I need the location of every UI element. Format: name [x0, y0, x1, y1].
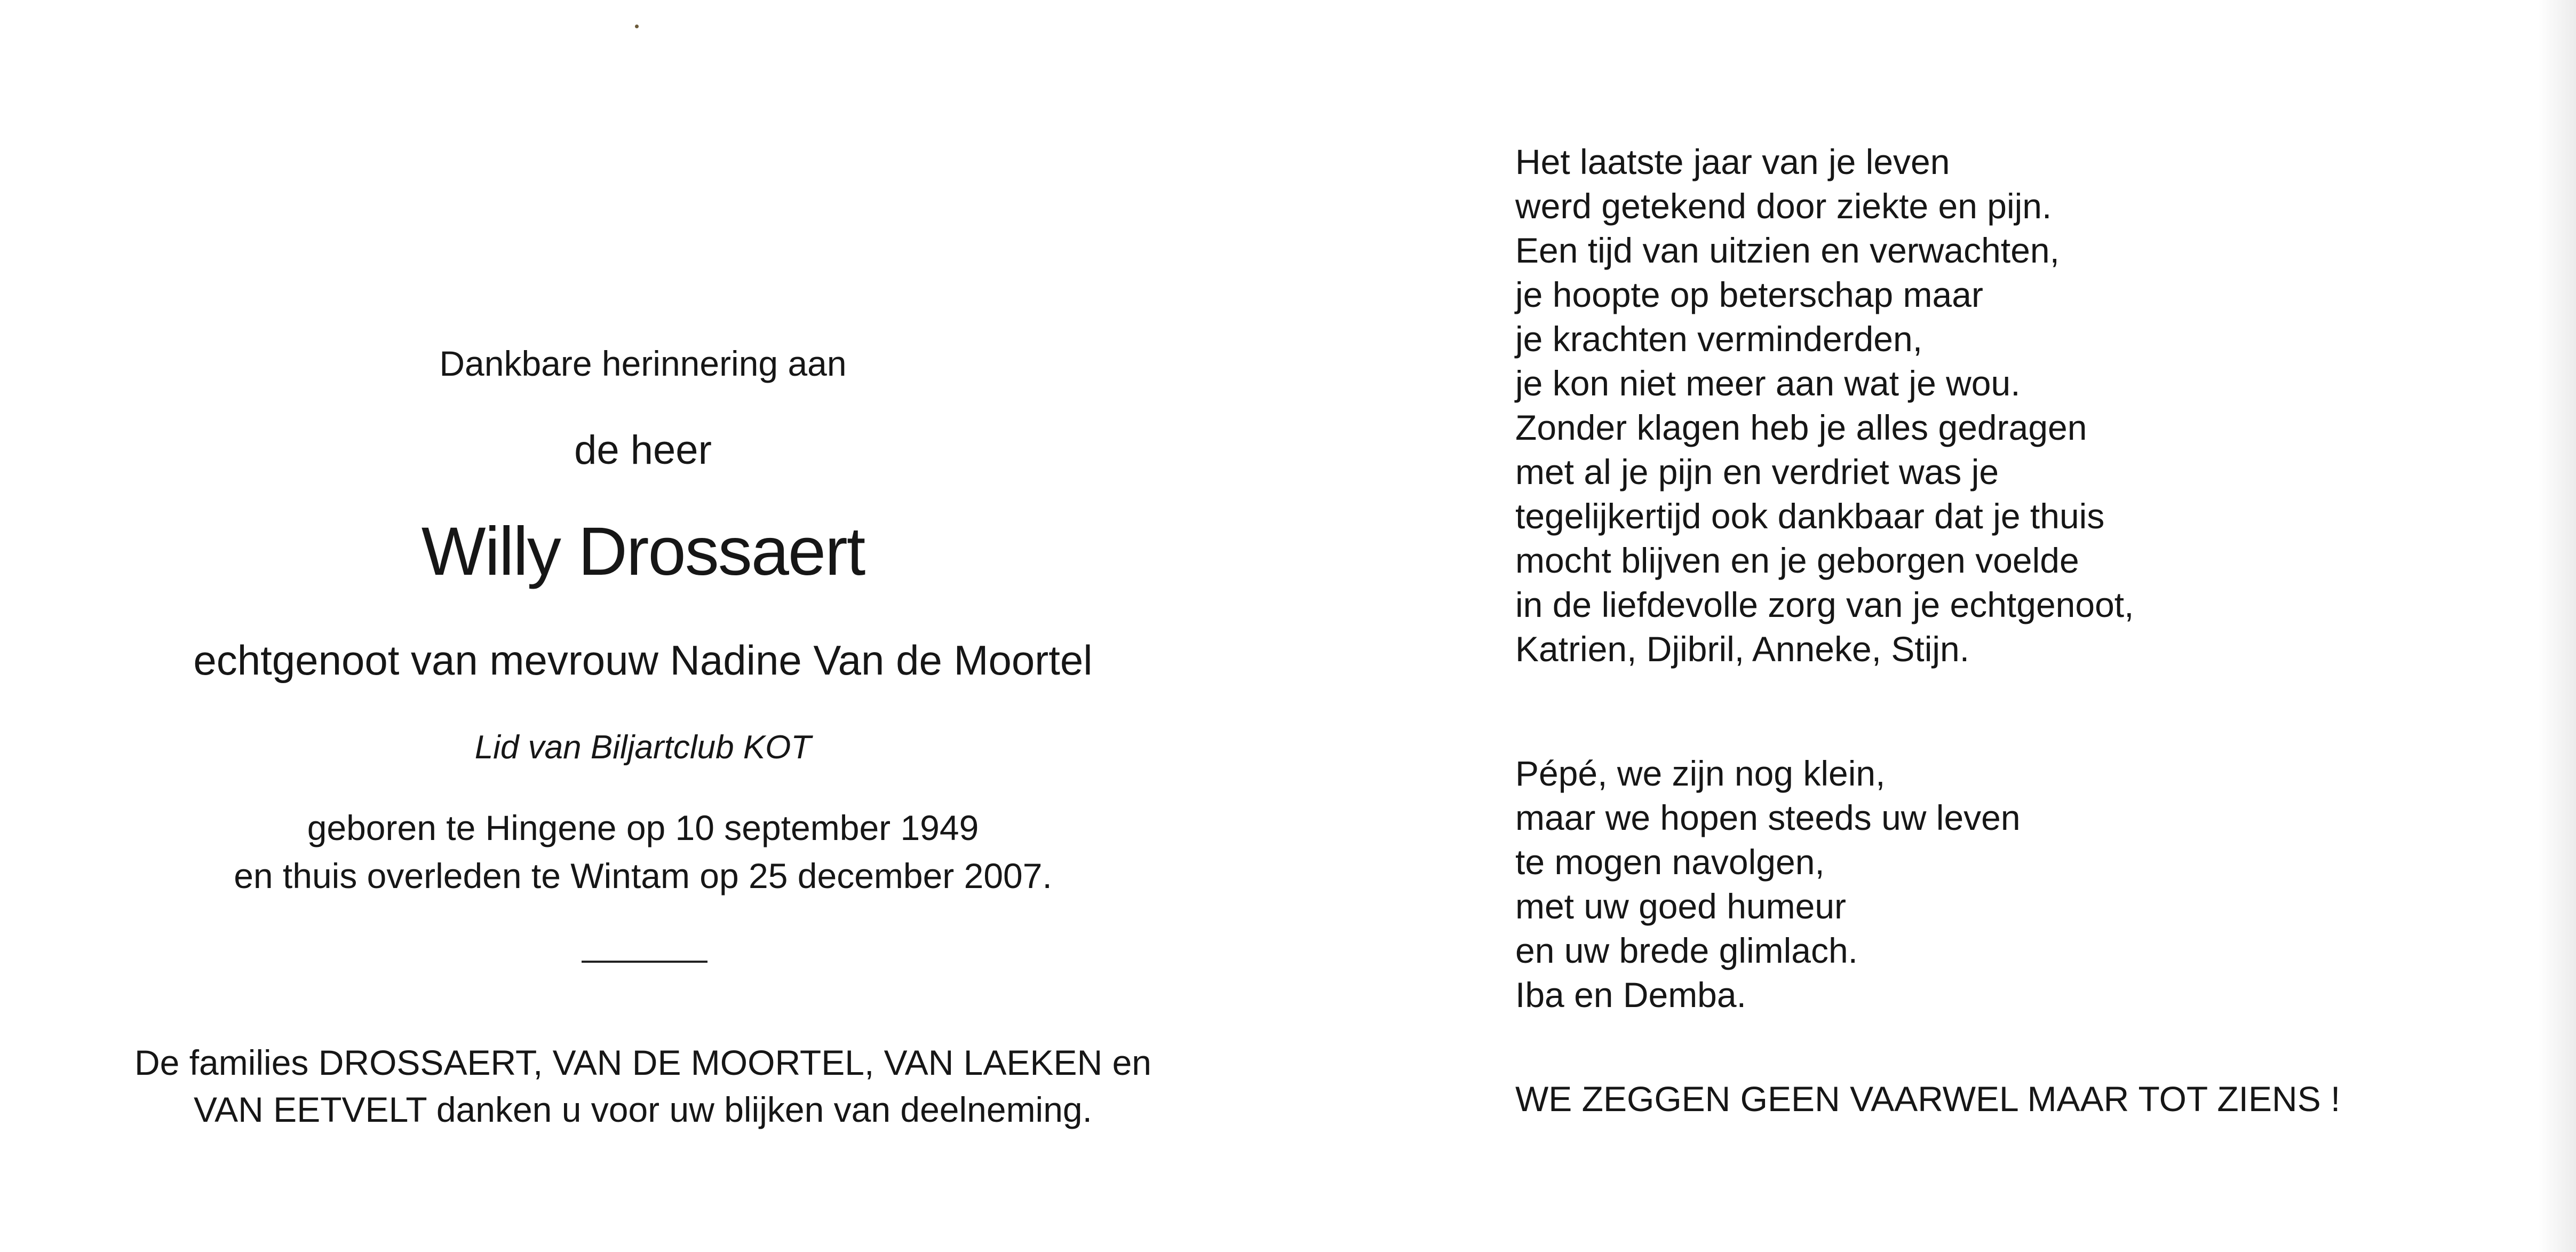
verse-line: je krachten verminderden,: [1515, 319, 1923, 359]
verse-line: en uw brede glimlach.: [1515, 931, 1858, 970]
intro-text: Dankbare herinnering aan: [439, 344, 847, 383]
verse-line: Zonder klagen heb je alles gedragen: [1515, 408, 2087, 447]
verse-line: met al je pijn en verdriet was je: [1515, 452, 1999, 492]
verse-line: te mogen navolgen,: [1515, 842, 1825, 882]
verse-line: Het laatste jaar van je leven: [1515, 142, 1950, 181]
verse-line: tegelijkertijd ook dankbaar dat je thuis: [1515, 496, 2105, 536]
birth-line: geboren te Hingene op 10 september 1949: [307, 808, 979, 847]
verse-line: Een tijd van uitzien en verwachten,: [1515, 231, 2060, 270]
club-membership: Lid van Biljartclub KOT: [474, 729, 812, 766]
honorific-title: de heer: [574, 427, 712, 473]
spouse-line: echtgenoot van mevrouw Nadine Van de Moortel: [193, 637, 1093, 684]
deceased-name: Willy Drossaert: [421, 513, 865, 590]
thanks-line-1: De families DROSSAERT, VAN DE MOORTEL, VAN LAEKEN en: [134, 1043, 1151, 1082]
verse-line: je hoopte op beterschap maar: [1515, 275, 1983, 314]
verse-line: je kon niet meer aan wat je wou.: [1515, 363, 2021, 403]
memorial-right-panel: [1515, 0, 2529, 1252]
verse-line: maar we hopen steeds uw leven: [1515, 798, 2021, 837]
verse-line: in de liefdevolle zorg van je echtgenoot,: [1515, 585, 2134, 624]
verse-line: Iba en Demba.: [1515, 975, 1746, 1015]
verse-line: Katrien, Djibril, Anneke, Stijn.: [1515, 629, 1970, 669]
page-edge-shadow: [2539, 0, 2576, 1252]
closing-line: WE ZEGGEN GEEN VAARWEL MAAR TOT ZIENS !: [1515, 1079, 2341, 1119]
memorial-left-panel: [0, 0, 1286, 1252]
verse-line: mocht blijven en je geborgen voelde: [1515, 541, 2079, 580]
thanks-line-2: VAN EETVELT danken u voor uw blijken van deelneming.: [194, 1090, 1092, 1129]
verse-second: [1515, 751, 2021, 1017]
divider-line: [582, 961, 707, 963]
verse-line: Pépé, we zijn nog klein,: [1515, 754, 1886, 793]
verse-first: [1515, 140, 2134, 671]
verse-line: met uw goed humeur: [1515, 886, 1847, 926]
death-line: en thuis overleden te Wintam op 25 december 2007.: [234, 856, 1052, 896]
verse-line: werd getekend door ziekte en pijn.: [1515, 186, 2052, 226]
